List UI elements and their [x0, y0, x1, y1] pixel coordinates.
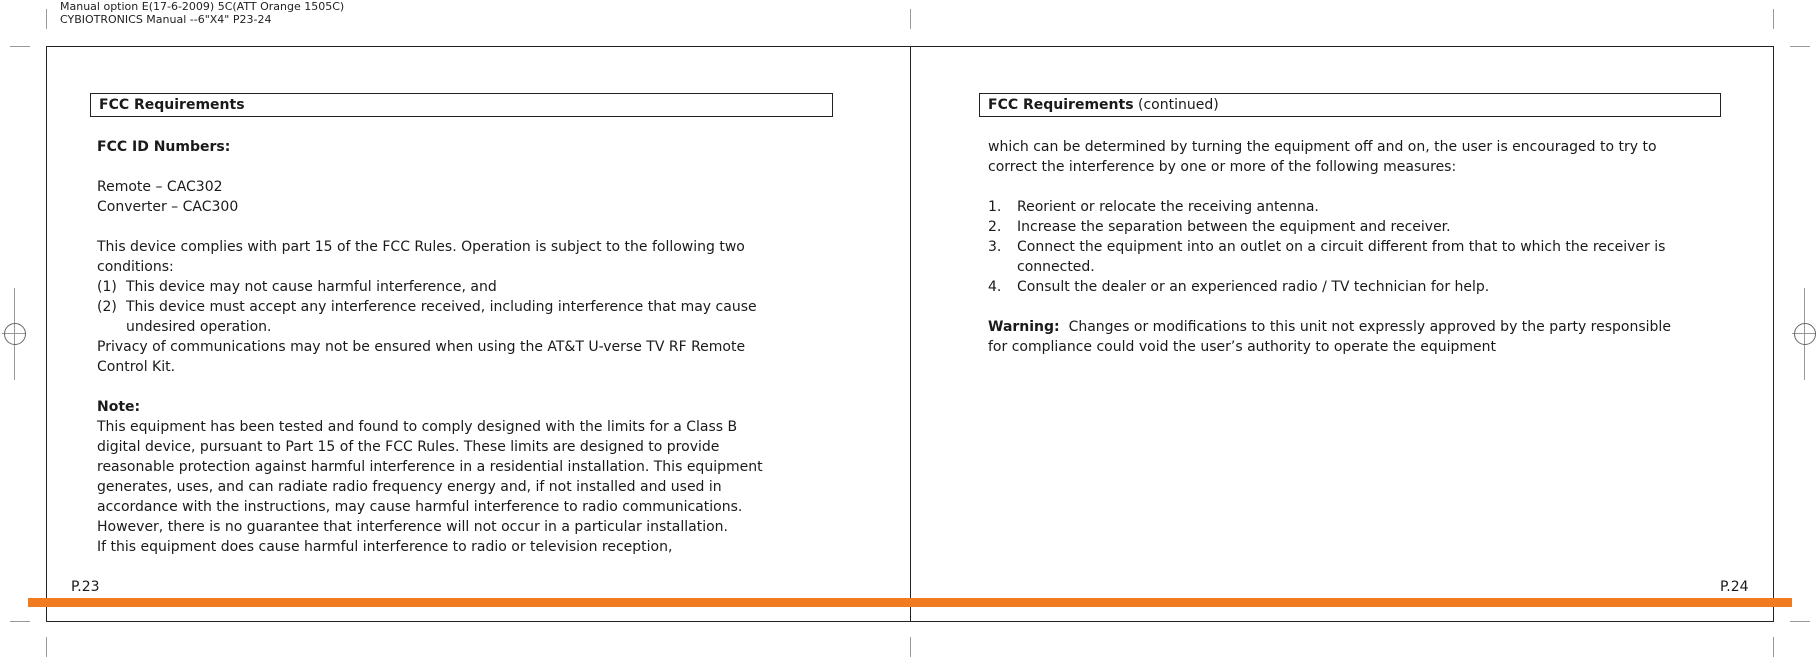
- condition-1-number: (1): [97, 279, 117, 295]
- left-section-title-box: [90, 93, 833, 117]
- warning-label: Warning:: [988, 319, 1060, 335]
- left-section-title: FCC Requirements: [99, 97, 245, 113]
- converter-id: Converter – CAC300: [97, 199, 239, 215]
- note-line: If this equipment does cause harmful interference to radio or television reception,: [97, 539, 673, 555]
- measure-item: [988, 197, 1688, 217]
- crop-mark: [1790, 46, 1810, 47]
- note-line: accordance with the instructions, may cause harmful interference to radio communications.: [97, 499, 743, 515]
- crop-mark: [1773, 9, 1774, 29]
- print-header-line-2: CYBIOTRONICS Manual --6"X4" P23-24: [60, 13, 272, 26]
- measures-intro: which can be determined by turning the equipment off and on, the user is encouraged to try to correct the interference by one or more of the following measures:: [988, 139, 1657, 175]
- condition-2: [97, 297, 777, 337]
- note-line: However, there is no guarantee that interference will not occur in a particular installation.: [97, 519, 728, 535]
- page-number-right: P.24: [1720, 579, 1749, 595]
- measure-number: 1.: [988, 199, 1002, 215]
- remote-id: Remote – CAC302: [97, 179, 223, 195]
- note-line: generates, uses, and can radiate radio frequency energy and, if not installed and used in: [97, 479, 722, 495]
- measure-number: 4.: [988, 279, 1002, 295]
- condition-2-text: This device must accept any interference received, including interference that may cause undesired operation.: [126, 299, 757, 335]
- measure-item: [988, 277, 1688, 297]
- condition-2-number: (2): [97, 299, 117, 315]
- measure-number: 3.: [988, 239, 1002, 255]
- measure-number: 2.: [988, 219, 1002, 235]
- crop-mark: [1773, 637, 1774, 657]
- measure-text: Connect the equipment into an outlet on a circuit different from that to which the receiver is connected.: [1017, 239, 1666, 275]
- measure-item: [988, 237, 1678, 277]
- page-divider: [910, 46, 911, 622]
- right-section-title-box: [979, 93, 1721, 117]
- condition-1: [97, 277, 797, 297]
- condition-1-text: This device may not cause harmful interference, and: [126, 279, 497, 295]
- right-section-title-suffix: (continued): [1137, 97, 1219, 113]
- crop-mark: [910, 637, 911, 657]
- warning-text: Changes or modifications to this unit not expressly approved by the party responsible for compliance could void the user’s authority to operate the equipment: [988, 319, 1671, 355]
- note-heading: Note:: [97, 399, 141, 415]
- orange-accent-bar: [28, 598, 1792, 607]
- right-page-content: [988, 137, 1688, 357]
- right-section-title: FCC Requirements: [988, 97, 1134, 113]
- privacy-statement: Privacy of communications may not be ensured when using the AT&T U-verse TV RF Remote Control Kit.: [97, 339, 746, 375]
- compliance-statement: This device complies with part 15 of the FCC Rules. Operation is subject to the following two conditions:: [97, 239, 745, 275]
- registration-circle-left: [4, 323, 26, 345]
- measure-item: [988, 217, 1688, 237]
- crop-mark: [1790, 621, 1810, 622]
- left-page-content: [97, 137, 797, 557]
- measure-text: Consult the dealer or an experienced radio / TV technician for help.: [1017, 279, 1490, 295]
- note-line: digital device, pursuant to Part 15 of the FCC Rules. These limits are designed to provide: [97, 439, 720, 455]
- crop-mark: [46, 637, 47, 657]
- crop-mark: [910, 9, 911, 29]
- page-number-left: P.23: [71, 579, 100, 595]
- fcc-id-heading: FCC ID Numbers:: [97, 139, 231, 155]
- warning-paragraph: [988, 317, 1693, 357]
- note-line: reasonable protection against harmful interference in a residential installation. This equipment: [97, 459, 763, 475]
- note-line: This equipment has been tested and found to comply designed with the limits for a Class B: [97, 419, 738, 435]
- measure-text: Reorient or relocate the receiving antenna.: [1017, 199, 1319, 215]
- print-header-line-1: Manual option E(17-6-2009) 5C(ATT Orange 1505C): [60, 0, 345, 13]
- crop-mark: [10, 621, 30, 622]
- crop-mark: [46, 9, 47, 29]
- crop-mark: [10, 46, 30, 47]
- registration-circle-right: [1794, 323, 1816, 345]
- measure-text: Increase the separation between the equipment and receiver.: [1017, 219, 1451, 235]
